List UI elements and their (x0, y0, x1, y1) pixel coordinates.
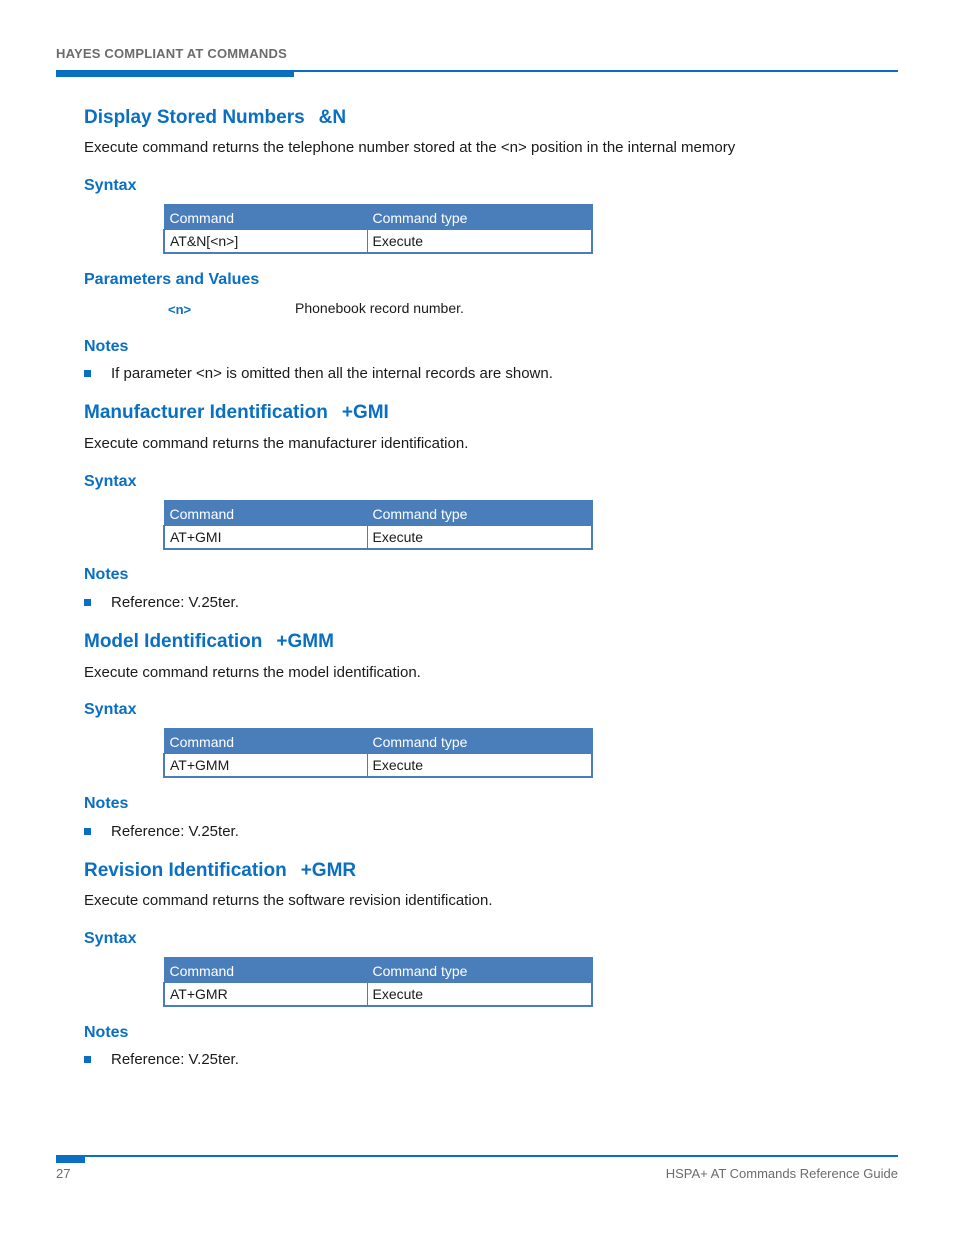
table-row (164, 230, 592, 253)
table-header-command: Command (164, 501, 367, 526)
bullet-square-icon (84, 370, 91, 377)
table-header-command: Command (164, 958, 367, 983)
syntax-table (163, 204, 593, 254)
syntax-table (163, 957, 593, 1007)
table-header-command-type: Command type (367, 501, 592, 526)
table-cell-command: AT+GMR (164, 983, 367, 1006)
bullet-square-icon (84, 599, 91, 606)
table-header-command-type: Command type (367, 958, 592, 983)
note-text: If parameter <n> is omitted then all the internal records are shown. (111, 365, 553, 382)
parameters-heading: Parameters and Values (84, 271, 260, 288)
note-text: Reference: V.25ter. (111, 594, 239, 611)
param-name: <n> (168, 302, 192, 317)
syntax-table (163, 500, 593, 550)
section-title-text: Model Identification (84, 631, 263, 652)
header-rule-thick (56, 70, 294, 77)
running-head: HAYES COMPLIANT AT COMMANDS (56, 46, 287, 61)
section-title-text: Display Stored Numbers (84, 107, 305, 128)
note-text: Reference: V.25ter. (111, 1051, 239, 1068)
syntax-table (163, 728, 593, 778)
note-text: Reference: V.25ter. (111, 823, 239, 840)
section-command-code: +GMI (341, 402, 389, 423)
table-header-command-type: Command type (367, 729, 592, 754)
section-command-code: +GMM (276, 631, 334, 652)
table-cell-command: AT+GMI (164, 526, 367, 549)
section-title-manufacturer-identification (84, 402, 389, 424)
section-description: Execute command returns the manufacturer identification. (84, 435, 469, 452)
section-title-display-stored-numbers (84, 107, 346, 129)
syntax-heading: Syntax (84, 930, 137, 947)
syntax-heading: Syntax (84, 177, 137, 194)
table-cell-command-type: Execute (367, 526, 592, 549)
bullet-square-icon (84, 1056, 91, 1063)
document-title: HSPA+ AT Commands Reference Guide (665, 1166, 898, 1181)
notes-heading: Notes (84, 795, 129, 812)
section-title-text: Manufacturer Identification (84, 402, 328, 423)
note-item (84, 1051, 239, 1068)
table-cell-command-type: Execute (367, 983, 592, 1006)
bullet-square-icon (84, 828, 91, 835)
section-description: Execute command returns the software revision identification. (84, 892, 493, 909)
syntax-heading: Syntax (84, 701, 137, 718)
note-item (84, 365, 553, 382)
table-row (164, 526, 592, 549)
note-item (84, 823, 239, 840)
table-row (164, 754, 592, 777)
table-header-command-type: Command type (367, 205, 592, 230)
param-description: Phonebook record number. (295, 300, 464, 316)
note-item (84, 594, 239, 611)
table-row (164, 983, 592, 1006)
table-cell-command-type: Execute (367, 754, 592, 777)
table-cell-command: AT&N[<n>] (164, 230, 367, 253)
notes-heading: Notes (84, 1024, 129, 1041)
section-description: Execute command returns the model identification. (84, 664, 421, 681)
section-title-text: Revision Identification (84, 860, 287, 881)
notes-heading: Notes (84, 338, 129, 355)
section-description: Execute command returns the telephone number stored at the <n> position in the internal memory (84, 139, 736, 156)
syntax-heading: Syntax (84, 473, 137, 490)
table-cell-command-type: Execute (367, 230, 592, 253)
footer-rule-thin (56, 1155, 898, 1157)
section-title-revision-identification (84, 860, 356, 882)
footer-rule-thick (56, 1155, 85, 1163)
page-number: 27 (56, 1166, 71, 1181)
notes-heading: Notes (84, 566, 129, 583)
section-title-model-identification (84, 631, 334, 653)
table-cell-command: AT+GMM (164, 754, 367, 777)
section-command-code: +GMR (300, 860, 357, 881)
table-header-command: Command (164, 205, 367, 230)
section-command-code: &N (318, 107, 347, 128)
table-header-command: Command (164, 729, 367, 754)
